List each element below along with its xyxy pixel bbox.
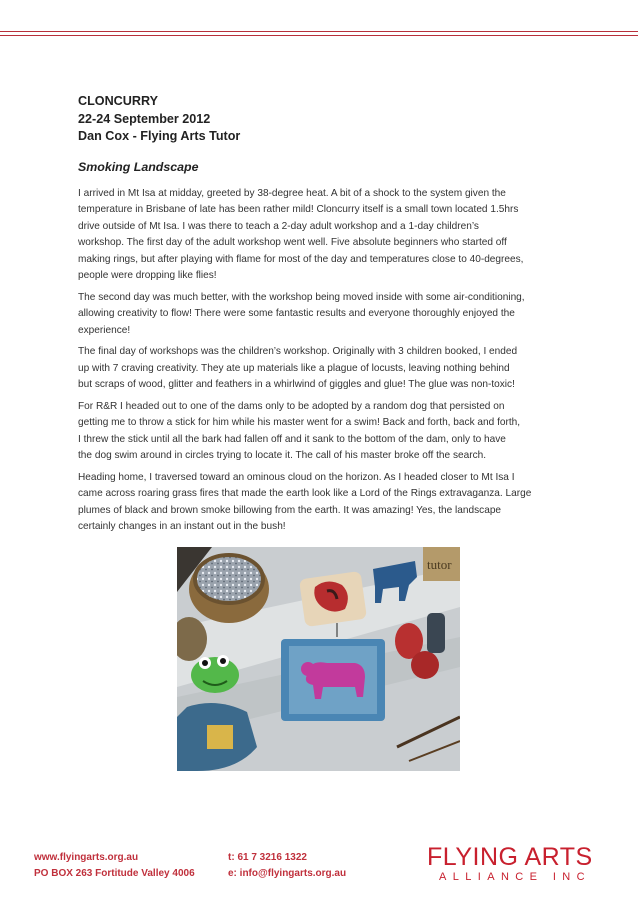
paragraph-2 (78, 290, 564, 340)
logo-wordmark: FLYING ARTS (427, 843, 593, 871)
paragraph-line: workshop. The first day of the adult workshop went well. Five absolute beginners who started off (78, 237, 507, 248)
footer-contact-left (34, 850, 195, 882)
flying-arts-logo (427, 844, 603, 888)
paragraph-line: making rings, but after playing with flame for most of the day and temperatures close to 40-degrees, (78, 253, 524, 265)
paragraph-line: For R&R I headed out to one of the dams only to be adopted by a random dog that persisted on (78, 400, 505, 412)
footer-website: www.flyingarts.org.au (34, 852, 139, 863)
paragraph-line: experience! (78, 324, 131, 336)
paragraph-line: temperature in Brisbane of late has been rather mild! Cloncurry itself is a small town located 1.5hrs (78, 204, 519, 215)
author-heading: Dan Cox - Flying Arts Tutor (78, 129, 241, 143)
workshop-photo (177, 547, 460, 771)
paragraph-line: up with 7 craving creativity. They ate up materials like a plague of locusts, leaving nothing behind (78, 362, 510, 374)
paragraph-line: The final day of workshops was the children’s workshop. Originally with 3 children booked, I ended (78, 346, 518, 357)
paragraph-line: certainly changes in an instant out in the bush! (78, 521, 286, 532)
tutor-sign-text: tutor (427, 557, 452, 572)
article (78, 93, 564, 541)
location-heading: CLONCURRY (78, 94, 158, 108)
paragraph-5 (78, 470, 564, 536)
paragraph-line: the dog swim around in circles trying to locate it. The call of his master broke off the search. (78, 450, 487, 461)
footer-email: e: info@flyingarts.org.au (228, 868, 347, 879)
paragraph-line: but scraps of wood, glitter and feathers in a whirlwind of giggles and glue! The glue was non-toxic! (78, 379, 515, 390)
paragraph-line: allowing creativity to flow! There were some fantastic results and everyone thoroughly enjoyed the (78, 308, 515, 319)
paragraph-line: getting me to throw a stick for him while his master went for a swim! Back and forth, back and forth, (78, 417, 521, 428)
paragraph-line: drive outside of Mt Isa. I was there to teach a 2-day adult workshop and a 1-day children’s (78, 220, 479, 232)
paragraph-4 (78, 399, 564, 465)
dates-heading: 22-24 September 2012 (78, 111, 211, 126)
paragraph-line: Heading home, I traversed toward an ominous cloud on the horizon. As I headed closer to Mt Isa I (78, 471, 515, 483)
paragraph-3 (78, 344, 564, 394)
paragraph-line: came across roaring grass fires that made the earth look like a Lord of the Rings extravaganza. Large (78, 488, 532, 499)
paragraph-line: The second day was much better, with the workshop being moved inside with some air-conditioning, (78, 291, 525, 303)
top-rule-secondary (0, 35, 638, 36)
paragraph-line: I threw the stick until all the bark had fallen off and it sank to the bottom of the dam, only to have (78, 433, 506, 445)
workshop-photo-drawing (177, 547, 460, 771)
article-subtitle: Smoking Landscape (78, 159, 199, 174)
paragraph-line: people were dropping like flies! (78, 270, 217, 281)
paragraph-1 (78, 186, 564, 285)
paragraph-line: I arrived in Mt Isa at midday, greeted by 38-degree heat. A bit of a shock to the system given the (78, 187, 506, 199)
footer-contact-right (228, 850, 346, 882)
top-rule (0, 31, 638, 32)
paragraph-line: plumes of black and brown smoke billowing from the earth. It was amazing! Yes, the landscape (78, 504, 502, 516)
footer-phone: t: 61 7 3216 1322 (228, 852, 307, 863)
footer-address: PO BOX 263 Fortitude Valley 4006 (34, 868, 195, 879)
logo-tagline: ALLIANCE INC (439, 871, 591, 883)
